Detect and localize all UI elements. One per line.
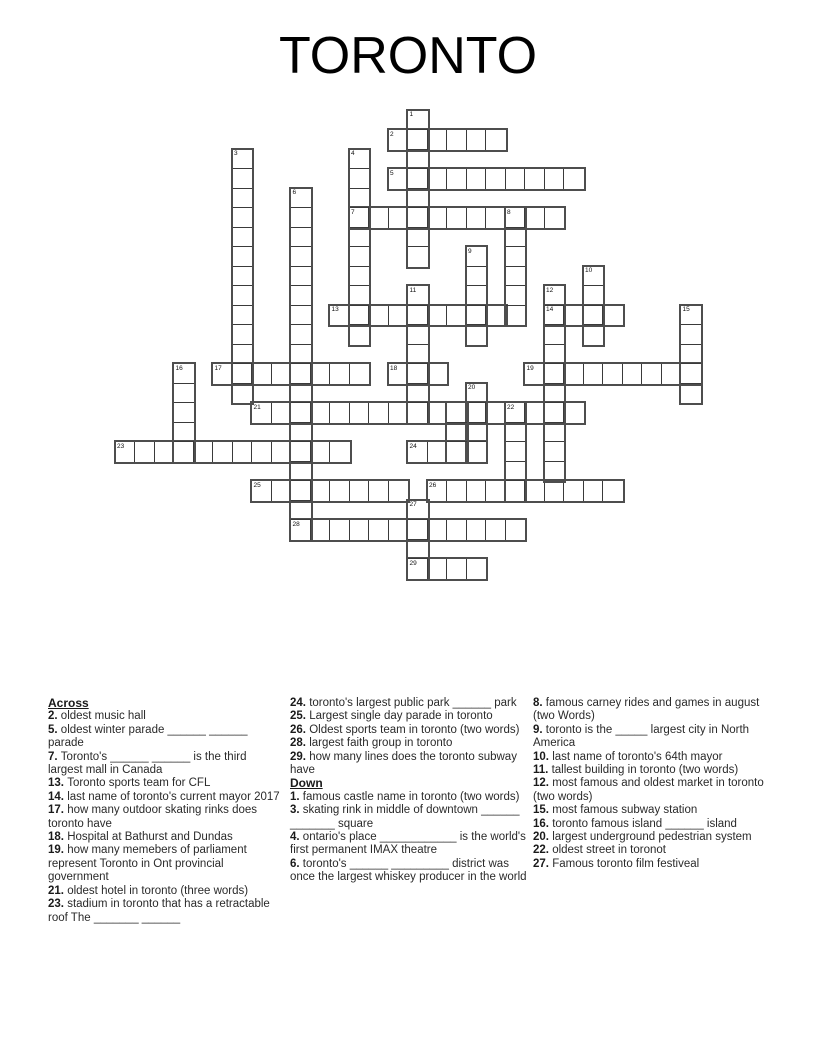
cell-divider [545,344,565,345]
clue-item-15: 15. most famous subway station [533,804,698,817]
cell-divider [563,169,564,189]
clue-number: 4. [290,831,303,844]
cell-divider [329,364,330,384]
cell-divider [563,481,564,501]
cell-divider [446,169,447,189]
word-box-11d[interactable] [406,284,430,425]
cell-divider [368,520,369,540]
cell-divider [233,285,253,286]
cell-divider [408,246,428,247]
cell-divider [602,481,603,501]
cell-divider [485,481,486,501]
clue-item-28: 28. largest faith group in toronto [290,737,453,750]
cell-divider [408,129,428,130]
cell-divider [446,559,447,579]
cell-divider [388,208,389,228]
cell-divider [388,520,389,540]
clue-column-3 [533,697,771,871]
clue-number: 5. [48,723,61,736]
clue-item-24: 24. toronto's largest public park ______ park [290,697,517,709]
cell-divider [506,461,526,462]
cell-divider [291,324,311,325]
cell-divider [545,441,565,442]
cell-divider [388,403,389,423]
clue-item-19: 19. how many memebers of parliament represent Toronto in Ont provincial government [48,844,247,884]
cell-divider [349,481,350,501]
word-box-10d[interactable] [582,265,606,347]
cell-divider [291,246,311,247]
cell-number: 17 [214,364,222,372]
cell-divider [291,461,311,462]
cell-divider [329,520,330,540]
cell-divider [251,442,252,462]
clue-number: 10. [533,750,553,763]
cell-number: 28 [292,520,300,528]
clue-item-5: 5. oldest winter parade ______ ______ parade [48,723,248,750]
cell-divider [447,422,467,423]
clue-number: 13. [48,777,68,790]
clue-item-4: 4. ontario's place ____________ is the world's first permanent IMAX theatre [290,831,526,857]
cell-divider [212,442,213,462]
cell-divider [584,324,604,325]
cell-number: 12 [546,286,554,294]
cell-number: 23 [117,442,125,450]
cell-divider [641,364,642,384]
cell-divider [602,364,603,384]
clue-number: 19. [48,844,68,857]
cell-divider [544,169,545,189]
cell-divider [408,305,428,306]
cell-divider [408,324,428,325]
cell-divider [466,559,467,579]
cell-number: 20 [468,384,476,391]
clue-number: 15. [533,804,553,817]
cell-divider [291,402,311,403]
cell-divider [408,227,428,228]
cell-divider [291,305,311,306]
cell-divider [271,442,272,462]
cell-divider [506,441,526,442]
clue-item-17: 17. how many outdoor skating rinks does toronto have [48,804,258,830]
cell-divider [467,402,487,403]
clue-number: 8. [533,697,546,709]
cell-number: 11 [409,286,417,294]
word-box-8d[interactable] [504,206,528,327]
word-box-6d[interactable] [289,187,313,542]
cell-divider [291,441,311,442]
cell-divider [388,481,389,501]
clue-column-1 [48,697,280,925]
cell-number: 5 [390,169,394,177]
word-box-2a[interactable] [387,128,508,152]
cell-number: 15 [682,306,690,313]
cell-divider [446,306,447,326]
cell-divider [505,169,506,189]
cell-divider [291,383,311,384]
cell-divider [408,344,428,345]
clue-number: 3. [290,804,303,817]
cell-divider [233,168,253,169]
cell-divider [233,246,253,247]
cell-divider [681,324,701,325]
cell-number: 7 [351,208,355,216]
cell-divider [350,168,370,169]
cell-divider [271,364,272,384]
cell-divider [350,246,370,247]
cell-divider [174,422,194,423]
cell-divider [467,285,487,286]
word-box[interactable] [445,401,469,464]
cell-number: 3 [234,150,238,157]
cell-divider [349,520,350,540]
cell-number: 14 [546,306,554,313]
clue-item-6: 6. toronto's ______ _________ district was once the largest whiskey producer in the world [290,857,527,884]
cell-divider [506,480,526,481]
cell-divider [485,169,486,189]
cell-divider [368,403,369,423]
cell-divider [467,422,487,423]
cell-divider [545,461,565,462]
cell-number: 4 [351,150,355,157]
cell-divider [681,344,701,345]
cell-divider [446,520,447,540]
cell-divider [154,442,155,462]
cell-number: 27 [409,501,417,508]
cell-number: 26 [429,481,437,489]
cell-divider [233,363,253,364]
cell-divider [446,130,447,150]
cell-divider [408,363,428,364]
cell-divider [233,188,253,189]
cell-divider [233,207,253,208]
cell-divider [368,481,369,501]
cell-divider [466,481,467,501]
word-box-7a[interactable] [348,206,567,230]
clue-item-11: 11. tallest building in toronto (two words) [533,764,739,777]
clue-item-2: 2. oldest music hall [48,710,146,723]
word-box-9d[interactable] [465,245,489,347]
cell-divider [485,520,486,540]
cell-divider [466,208,467,228]
cell-divider [681,363,701,364]
clue-item-21: 21. oldest hotel in toronto (three words) [48,884,249,897]
cell-divider [388,306,389,326]
cell-divider [446,208,447,228]
clue-number: 11. [533,764,552,777]
word-box-4d[interactable] [348,148,372,347]
cell-divider [524,169,525,189]
clue-number: 9. [533,723,546,736]
cell-divider [134,442,135,462]
cell-divider [291,363,311,364]
clue-number: 2. [48,710,61,723]
cell-divider [408,188,428,189]
clue-number: 27. [533,857,553,870]
cell-divider [350,285,370,286]
cell-divider [329,403,330,423]
cell-divider [408,149,428,150]
clue-item-9: 9. toronto is the _____ largest city in North America [533,723,750,750]
cell-divider [174,441,194,442]
word-box-25a[interactable] [250,479,410,503]
cell-divider [506,305,526,306]
clue-item-18: 18. Hospital at Bathurst and Dundas [48,831,233,844]
word-box-3d[interactable] [231,148,255,406]
cell-divider [408,207,428,208]
clue-item-12: 12. most famous and oldest market in toronto (two words) [533,777,764,803]
clue-number: 1. [290,790,303,803]
cell-divider [485,208,486,228]
cell-divider [174,402,194,403]
clue-number: 25. [290,710,310,723]
cell-divider [466,520,467,540]
cell-divider [545,422,565,423]
cell-divider [545,402,565,403]
clue-item-14: 14. last name of toronto's current mayor 2017 [48,790,280,803]
cell-number: 9 [468,247,472,255]
cell-divider [427,442,428,462]
cell-divider [584,285,604,286]
cell-divider [466,130,467,150]
clue-item-1: 1. famous castle name in toronto (two words) [290,790,520,803]
cell-divider [583,364,584,384]
cell-divider [233,266,253,267]
cell-divider [467,305,487,306]
cell-divider [408,383,428,384]
clue-item-26: 26. Oldest sports team in toronto (two words) [290,723,520,736]
cell-number: 1 [409,111,414,118]
cell-divider [408,539,428,540]
clue-item-25: 25. Largest single day parade in toronto [290,710,493,723]
cell-divider [408,519,428,520]
clue-number: 18. [48,831,68,844]
clue-number: 22. [533,844,553,857]
clue-number: 23. [48,898,68,911]
cell-divider [350,305,370,306]
clue-number: 12. [533,777,553,790]
cell-number: 18 [390,364,398,372]
cell-divider [545,383,565,384]
word-box-23a[interactable] [114,440,352,464]
cell-number: 19 [526,364,534,372]
clue-item-7: 7. Toronto's ______ ______ is the third largest mall in Canada [48,750,247,777]
cell-divider [291,227,311,228]
cell-divider [350,266,370,267]
cell-divider [329,481,330,501]
cell-divider [467,266,487,267]
cell-divider [291,500,311,501]
cell-divider [467,441,487,442]
word-box-22d[interactable] [504,401,528,503]
cell-divider [349,364,350,384]
cell-number: 13 [331,306,339,313]
word-box-12d[interactable] [543,284,567,483]
cell-divider [271,403,272,423]
clue-number: 26. [290,723,310,736]
cell-divider [291,344,311,345]
cell-number: 16 [175,364,183,372]
cell-divider [291,480,311,481]
clue-item-20: 20. largest underground pedestrian system [533,831,752,844]
cell-divider [446,481,447,501]
cell-number: 10 [585,267,593,274]
clue-item-13: 13. Toronto sports team for CFL [48,777,211,790]
word-box-15d[interactable] [679,304,703,406]
cell-divider [349,403,350,423]
cell-number: 8 [507,208,511,216]
cell-number: 2 [390,130,394,138]
cell-divider [505,520,506,540]
clue-item-3: 3. skating rink in middle of downtown ______ _______ square [290,804,520,830]
cell-divider [271,481,272,501]
clue-number: 6. [290,857,303,870]
cell-divider [291,266,311,267]
section-header: Across [48,696,89,710]
cell-divider [544,208,545,228]
clue-number: 14. [48,790,68,803]
clue-number: 20. [533,831,553,844]
clue-item-16: 16. toronto famous island ______ island [533,817,737,830]
cell-divider [506,246,526,247]
cell-number: 24 [409,442,417,450]
cell-divider [408,402,428,403]
cell-divider [583,481,584,501]
clue-column-2 [290,697,528,885]
clue-number: 21. [48,884,68,897]
cell-divider [545,324,565,325]
cell-divider [544,481,545,501]
word-box-27d[interactable] [406,499,430,581]
cell-number: 25 [253,481,261,489]
cell-divider [350,324,370,325]
cell-divider [622,364,623,384]
clue-number: 28. [290,737,310,750]
cell-divider [350,227,370,228]
clue-number: 16. [533,817,553,830]
cell-divider [291,285,311,286]
clue-number: 7. [48,750,61,763]
cell-divider [350,188,370,189]
cell-divider [466,169,467,189]
cell-divider [506,422,526,423]
cell-number: 29 [409,559,417,567]
cell-divider [291,422,311,423]
cell-divider [506,227,526,228]
cell-divider [233,305,253,306]
cell-divider [584,305,604,306]
cell-divider [545,363,565,364]
section-header: Down [290,776,323,791]
clue-number: 29. [290,750,310,763]
clue-number: 17. [48,804,68,817]
clue-item-10: 10. last name of toronto's 64th mayor [533,750,723,763]
cell-divider [506,285,526,286]
cell-divider [233,227,253,228]
cell-divider [447,441,467,442]
cell-divider [233,344,253,345]
word-box-1d[interactable] [406,109,430,269]
clue-item-8: 8. famous carney rides and games in august (two Words) [533,697,760,723]
cell-divider [661,364,662,384]
clue-item-23: 23. stadium in toronto that has a retractable roof The _______ ______ [48,898,270,924]
cell-divider [467,324,487,325]
cell-number: 21 [253,403,261,411]
cell-number: 22 [507,403,515,411]
cell-divider [681,383,701,384]
cell-divider [329,442,330,462]
page-title: TORONTO [278,27,538,85]
cell-divider [506,266,526,267]
clue-item-27: 27. Famous toronto film festiveal [533,857,700,870]
clue-number: 24. [290,697,310,709]
cell-divider [233,383,253,384]
cell-divider [174,383,194,384]
cell-divider [233,324,253,325]
cell-divider [291,207,311,208]
clue-item-29: 29. how many lines does the toronto subway have [290,750,517,777]
clue-item-22: 22. oldest street in toronot [533,844,666,857]
cell-divider [485,130,486,150]
cell-divider [408,168,428,169]
word-box-16d[interactable] [172,362,196,464]
cell-number: 6 [292,189,297,196]
cell-divider [232,442,233,462]
